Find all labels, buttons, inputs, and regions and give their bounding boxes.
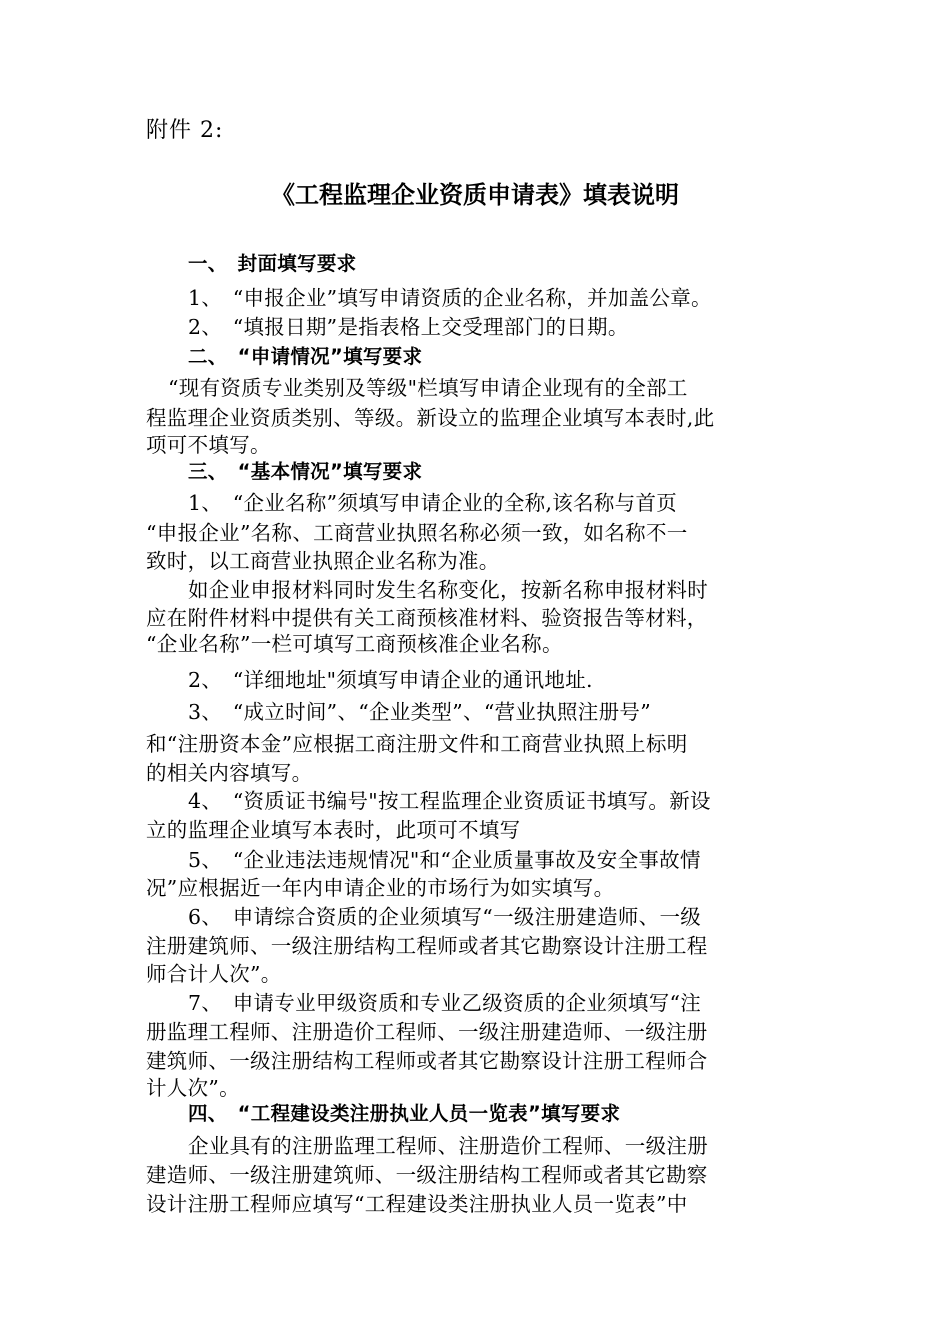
paragraph-line: 程监理企业资质类别、等级。新设立的监理企业填写本表时,此 — [146, 406, 715, 430]
paragraph-line: “申报企业”名称、工商营业执照名称必须一致，如名称不一 — [146, 521, 688, 545]
paragraph-line: 和“注册资本金”应根据工商注册文件和工商营业执照上标明 — [146, 732, 688, 756]
paragraph-line: 设计注册工程师应填写“工程建设类注册执业人员一览表”中 — [146, 1192, 688, 1216]
document-title: 《工程监理企业资质申请表》填表说明 — [271, 181, 679, 209]
paragraph-line: 册监理工程师、注册造价工程师、一级注册建造师、一级注册 — [146, 1020, 708, 1044]
paragraph-line: 建筑师、一级注册结构工程师或者其它勘察设计注册工程师合 — [146, 1049, 708, 1073]
paragraph-line: 立的监理企业填写本表时，此项可不填写 — [146, 818, 521, 842]
paragraph-line: “企业名称”一栏可填写工商预核准企业名称。 — [146, 632, 563, 656]
paragraph-line: 2、 “填报日期”是指表格上交受理部门的日期。 — [188, 315, 629, 339]
paragraph-line: 注册建筑师、一级注册结构工程师或者其它勘察设计注册工程 — [146, 934, 708, 958]
paragraph-line: 3、 “成立时间”、“企业类型”、“营业执照注册号” — [188, 700, 651, 724]
paragraph-line: 2、 “详细地址"须填写申请企业的通讯地址. — [188, 668, 593, 692]
paragraph-line: 师合计人次”。 — [146, 962, 282, 986]
paragraph-line: 1、 “申报企业”填写申请资质的企业名称，并加盖公章。 — [188, 286, 712, 310]
paragraph-line: 企业具有的注册监理工程师、注册造价工程师、一级注册 — [188, 1134, 708, 1158]
paragraph-line: 项可不填写。 — [146, 433, 271, 457]
attachment-label: 附件 2: — [146, 118, 224, 143]
section-heading-3: 三、 “基本情况”填写要求 — [188, 460, 423, 483]
paragraph-line: 5、 “企业违法违规情况"和“企业质量事故及安全事故情 — [188, 848, 701, 872]
paragraph-line: “现有资质专业类别及等级"栏填写申请企业现有的全部工 — [168, 376, 688, 400]
section-heading-2: 二、 “申请情况”填写要求 — [188, 345, 423, 368]
section-heading-4: 四、 “工程建设类注册执业人员一览表”填写要求 — [188, 1102, 621, 1125]
paragraph-line: 7、 申请专业甲级资质和专业乙级资质的企业须填写“注 — [188, 991, 702, 1015]
paragraph-line: 的相关内容填写。 — [146, 761, 313, 785]
paragraph-line: 4、 “资质证书编号"按工程监理企业资质证书填写。新设 — [188, 789, 711, 813]
paragraph-line: 1、 “企业名称”须填写申请企业的全称,该名称与首页 — [188, 491, 678, 515]
paragraph-line: 计人次”。 — [146, 1076, 240, 1100]
paragraph-line: 建造师、一级注册建筑师、一级注册结构工程师或者其它勘察 — [146, 1163, 708, 1187]
section-heading-1: 一、 封面填写要求 — [188, 252, 357, 275]
paragraph-line: 如企业申报材料同时发生名称变化，按新名称申报材料时 — [188, 578, 708, 602]
paragraph-line: 应在附件材料中提供有关工商预核准材料、验资报告等材料， — [146, 606, 708, 630]
paragraph-line: 况”应根据近一年内申请企业的市场行为如实填写。 — [146, 876, 615, 900]
paragraph-line: 致时，以工商营业执照企业名称为准。 — [146, 549, 500, 573]
paragraph-line: 6、 申请综合资质的企业须填写“一级注册建造师、一级 — [188, 905, 702, 929]
